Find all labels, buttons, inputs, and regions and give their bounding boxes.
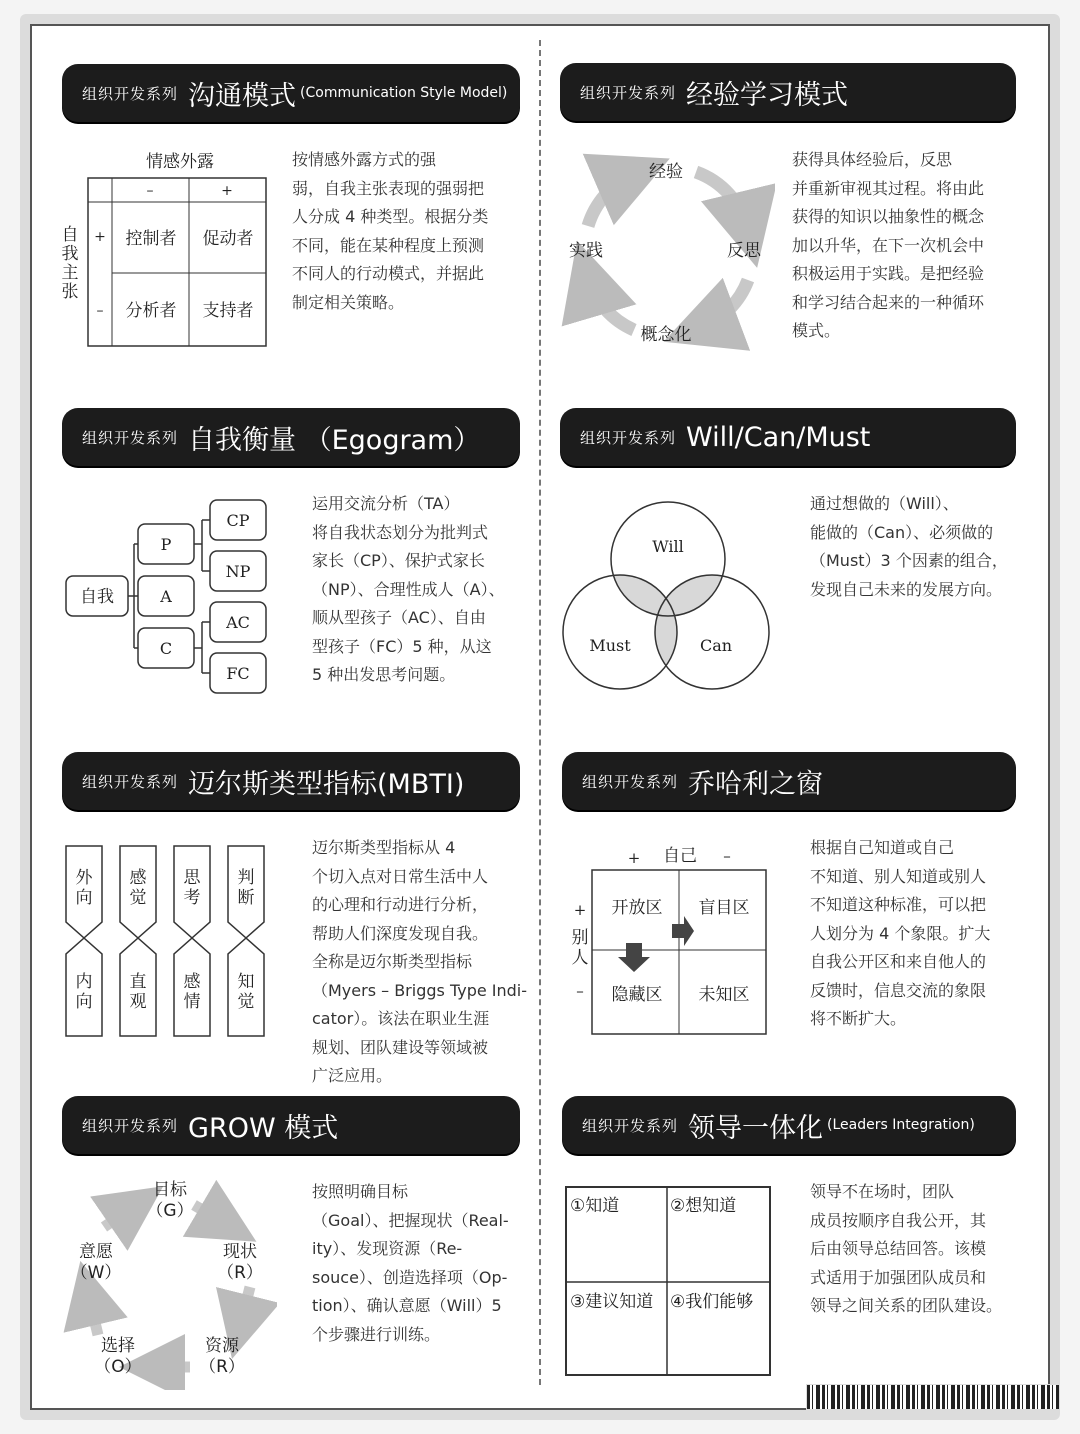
- leaders-cell-we-can: ④我们能够: [670, 1292, 754, 1312]
- series-label: 组织开发系列: [82, 84, 179, 103]
- communication-description: 按情感外露方式的强 弱，自我主张表现的强弱把 人分成 4 种类型。根据分类 不同，能在某种程度上预测 不同人的行动模式，并据此 制定相关策略。: [292, 150, 489, 312]
- johari-window: [562, 840, 777, 1040]
- exp-node-practice: 实践: [569, 241, 603, 261]
- grow-reality-label: 现状: [223, 1242, 257, 1262]
- leaders-banner: [562, 1096, 1016, 1154]
- grow-title: GROW 模式: [188, 1112, 339, 1144]
- johari-banner: [562, 752, 1016, 810]
- grow-will-code: （W）: [70, 1263, 122, 1283]
- grow-resource-code: （R）: [199, 1357, 245, 1377]
- comm-top-label: 情感外露: [146, 152, 214, 172]
- comm-plus-side: +: [94, 229, 106, 245]
- leaders-cell-want-know: ②想知道: [670, 1196, 737, 1216]
- grow-node-will: [56, 1242, 136, 1284]
- grow-node-option: [78, 1336, 158, 1378]
- leaders-title: 领导一体化: [688, 1112, 824, 1144]
- ego-cp: CP: [226, 511, 250, 530]
- grow-node-reality: [200, 1242, 280, 1284]
- egogram-banner: [62, 408, 520, 466]
- grow-option-code: （O）: [94, 1357, 142, 1377]
- leaders-cell-suggest: ③建议知道: [570, 1292, 654, 1312]
- exp-arrow-4: [588, 174, 634, 226]
- grow-will-label: 意愿: [79, 1242, 113, 1262]
- mbti-top-4: 判断: [237, 868, 255, 908]
- ego-fc: FC: [226, 664, 250, 683]
- ego-a: A: [160, 587, 172, 606]
- comm-cell-supporter: 支持者: [202, 301, 254, 321]
- series-label: 组织开发系列: [82, 428, 179, 447]
- grow-option-label: 选择: [101, 1336, 135, 1356]
- watermark-strip: [806, 1384, 1060, 1410]
- johari-cell-unknown: 未知区: [698, 985, 750, 1005]
- wcm-description: 通过想做的（Will）、 能做的（Can）、必须做的 （Must）3 个因素的组合， 发现自己未来的发展方向。: [810, 494, 1008, 599]
- series-label: 组织开发系列: [582, 772, 679, 791]
- wcm-banner: [560, 408, 1016, 466]
- mbti-bottom-3: 感情: [183, 972, 201, 1012]
- comm-cell-controller: 控制者: [125, 229, 177, 249]
- johari-cell-blind: 盲目区: [698, 898, 750, 918]
- communication-title: 沟通模式: [188, 80, 297, 112]
- comm-minus-side: –: [96, 303, 104, 319]
- series-label: 组织开发系列: [82, 1116, 179, 1135]
- series-label: 组织开发系列: [582, 1116, 679, 1135]
- comm-plus-top: +: [221, 183, 233, 199]
- grow-banner: [62, 1096, 520, 1154]
- ego-p: P: [160, 535, 172, 554]
- mbti-top-2: 感觉: [129, 868, 147, 908]
- mbti-top-1: 外向: [75, 868, 93, 908]
- johari-side-label: 别人: [571, 928, 589, 968]
- series-label: 组织开发系列: [82, 772, 179, 791]
- egogram-tree: [62, 496, 282, 696]
- leaders-grid: [562, 1185, 777, 1380]
- experience-title: 经验学习模式: [686, 79, 849, 111]
- comm-side-label: 自我主张: [61, 225, 79, 302]
- exp-node-experience: 经验: [649, 162, 683, 182]
- johari-cell-open: 开放区: [611, 898, 663, 918]
- egogram-description: 运用交流分析（TA） 将自我状态划分为批判式 家长（CP）、保护式家长 （NP）、合理性成人（A）、 顺从型孩子（AC）、自由 型孩子（FC）5 种，从这 5 种出发思考问题。: [312, 494, 505, 684]
- mbti-bottom-4: 知觉: [237, 972, 255, 1012]
- mbti-top-3: 思考: [183, 868, 201, 908]
- egogram-title: 自我衡量 （Egogram）: [188, 424, 481, 456]
- wcm-will: Will: [652, 537, 684, 556]
- exp-arrow-3: [588, 278, 634, 330]
- mbti-title: 迈尔斯类型指标(MBTI): [188, 768, 465, 800]
- leaders-subtitle: (Leaders Integration): [827, 1117, 975, 1133]
- grow-goal-label: 目标: [153, 1180, 187, 1200]
- comm-cell-promoter: 促动者: [202, 229, 254, 249]
- johari-minus-top: –: [723, 847, 731, 865]
- mbti-bottom-2: 直观: [129, 972, 147, 1012]
- series-label: 组织开发系列: [580, 428, 677, 447]
- johari-description: 根据自己知道或自己 不知道、别人知道或别人 不知道这种标准，可以把 人划分为 4 个象限。扩大 自我公开区和来自他人的 反馈时，信息交流的象限 将不断扩大。: [810, 838, 991, 1028]
- mbti-bottom-1: 内向: [75, 972, 93, 1012]
- comm-minus-top: –: [146, 183, 154, 199]
- grow-goal-code: （G）: [146, 1201, 194, 1221]
- grow-description: 按照明确目标 （Goal）、把握现状（Real- ity）、发现资源（Re- souce）、创造选择项（Op- tion）、确认意愿（Will）5 个步骤进行训练。: [312, 1182, 509, 1344]
- exp-arrow-1: [696, 172, 748, 230]
- johari-minus-side: –: [576, 982, 584, 1000]
- johari-title: 乔哈利之窗: [688, 768, 824, 800]
- grow-resource-label: 资源: [205, 1336, 239, 1356]
- johari-plus-top: +: [627, 849, 641, 867]
- ego-np: NP: [225, 562, 251, 581]
- wcm-venn: [562, 495, 777, 695]
- column-divider: [539, 40, 541, 1385]
- mbti-description: 迈尔斯类型指标从 4 个切入点对日常生活中人 的心理和行动进行分析， 帮助人们深度发现自我。 全称是迈尔斯类型指标 （Myers – Briggs Type Indi- cator）。该法在职业生涯 规划、团队建设等领域被 广泛应用。: [312, 838, 528, 1085]
- experience-description: 获得具体经验后，反思 并重新审视其过程。将由此 获得的知识以抽象性的概念 加以升华，在下一次机会中 积极运用于实践。是把经验 和学习结合起来的一种循环 模式。: [792, 150, 985, 340]
- communication-banner: [62, 64, 520, 122]
- exp-node-reflect: 反思: [727, 241, 761, 261]
- grow-reality-code: （R）: [217, 1263, 263, 1283]
- johari-top-label: 自己: [663, 846, 697, 866]
- wcm-title: Will/Can/Must: [686, 421, 871, 453]
- johari-plus-side: +: [573, 901, 587, 919]
- ego-root: 自我: [80, 587, 114, 607]
- johari-arrow-down: [618, 943, 650, 972]
- communication-grid: [58, 145, 278, 355]
- johari-cell-hidden: 隐藏区: [611, 985, 663, 1005]
- series-label: 组织开发系列: [580, 83, 677, 102]
- experience-cycle: [560, 150, 775, 355]
- grow-node-resource: [182, 1336, 262, 1378]
- grow-node-goal: [130, 1180, 210, 1222]
- ego-c: C: [159, 639, 173, 658]
- wcm-can: Can: [699, 636, 733, 655]
- experience-banner: [560, 63, 1016, 121]
- mbti-banner: [62, 752, 520, 810]
- comm-cell-analyzer: 分析者: [125, 301, 177, 321]
- johari-arrow-right: [672, 916, 694, 946]
- exp-node-concept: 概念化: [640, 325, 692, 345]
- wcm-must: Must: [589, 636, 631, 655]
- leaders-cell-know: ①知道: [570, 1196, 620, 1216]
- leaders-description: 领导不在场时，团队 成员按顺序自我公开，其 后由领导总结回答。该模 式适用于加强团队成员和 领导之间关系的团队建设。: [810, 1182, 1003, 1315]
- ego-ac: AC: [226, 613, 250, 632]
- communication-subtitle: (Communication Style Model): [300, 85, 508, 101]
- exp-arrow-2: [700, 280, 748, 328]
